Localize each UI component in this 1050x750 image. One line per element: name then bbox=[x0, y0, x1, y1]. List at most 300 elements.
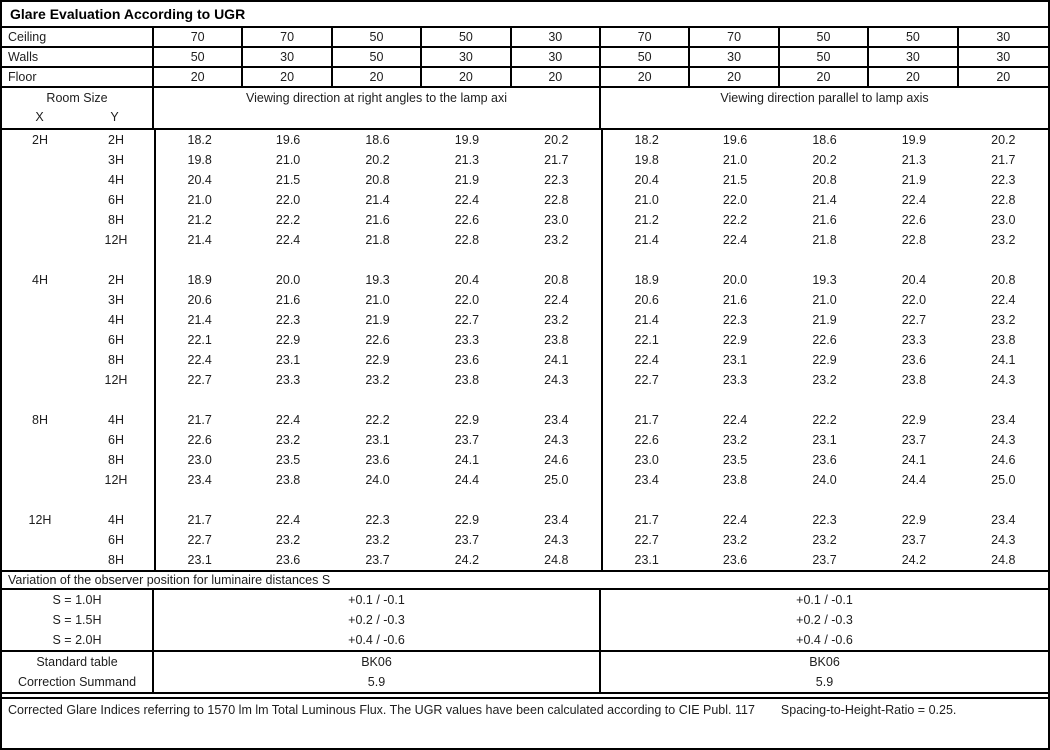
room-y-cell: 3H bbox=[108, 153, 124, 167]
room-x-cell bbox=[2, 230, 78, 250]
surface-value-cell: 30 bbox=[869, 48, 958, 66]
ugr-value-cell: 22.6 bbox=[365, 333, 390, 347]
room-x-cell bbox=[2, 530, 78, 550]
room-y-cell: 12H bbox=[104, 473, 128, 487]
ugr-value-cell: 21.7 bbox=[601, 410, 690, 430]
ugr-value-cell: 22.8 bbox=[454, 233, 480, 247]
ugr-value-cell: 21.2 bbox=[601, 210, 690, 230]
ugr-value-cell: 23.4 bbox=[544, 513, 569, 527]
ugr-value-cell: 22.4 bbox=[544, 293, 569, 307]
x-axis-label: X bbox=[35, 110, 44, 124]
ugr-value-cell: 21.9 bbox=[454, 173, 480, 187]
ugr-value-cell: 21.0 bbox=[275, 153, 301, 167]
room-y-cell: 12H bbox=[104, 373, 128, 387]
ugr-row bbox=[2, 530, 1048, 550]
ugr-value-cell: 22.6 bbox=[454, 213, 480, 227]
ugr-value-cell: 21.5 bbox=[722, 173, 748, 187]
variation-value-right: +0.1 / -0.1 bbox=[796, 593, 853, 607]
ugr-value-cell: 24.3 bbox=[991, 533, 1016, 547]
ugr-value-cell: 23.0 bbox=[154, 450, 243, 470]
ugr-value-cell: 21.7 bbox=[154, 510, 243, 530]
surface-value-cell: 20 bbox=[512, 68, 601, 86]
room-y-cell: 3H bbox=[108, 293, 124, 307]
ugr-value-cell bbox=[601, 390, 690, 410]
ugr-value-cell: 21.7 bbox=[544, 153, 569, 167]
ugr-value-cell: 18.2 bbox=[601, 130, 690, 150]
ugr-value-cell: 22.4 bbox=[275, 513, 301, 527]
ugr-row bbox=[2, 370, 1048, 390]
ugr-row bbox=[2, 390, 1048, 410]
ugr-value-cell: 24.3 bbox=[991, 373, 1016, 387]
surface-label: Walls bbox=[2, 48, 154, 66]
ugr-value-cell: 23.7 bbox=[812, 553, 837, 567]
ugr-value-cell bbox=[869, 390, 958, 410]
ugr-value-cell: 24.2 bbox=[454, 553, 480, 567]
room-x-cell bbox=[2, 290, 78, 310]
ugr-value-cell: 22.3 bbox=[991, 173, 1016, 187]
ugr-value-cell: 18.9 bbox=[154, 270, 243, 290]
surface-value-cell: 30 bbox=[996, 50, 1011, 64]
ugr-value-cell bbox=[422, 250, 511, 270]
ugr-value-cell: 24.1 bbox=[901, 453, 927, 467]
surface-label: Ceiling bbox=[2, 28, 154, 46]
ugr-value-cell: 24.3 bbox=[544, 533, 569, 547]
ugr-value-cell: 20.8 bbox=[544, 273, 569, 287]
ugr-row bbox=[2, 450, 1048, 470]
ugr-value-cell: 19.6 bbox=[722, 133, 748, 147]
room-y-cell: 4H bbox=[108, 313, 124, 327]
ugr-value-cell: 24.0 bbox=[365, 473, 390, 487]
ugr-value-cell: 23.1 bbox=[365, 433, 390, 447]
ugr-value-cell bbox=[333, 490, 422, 510]
variation-value-left: +0.2 / -0.3 bbox=[154, 610, 601, 630]
ugr-value-cell: 23.0 bbox=[544, 213, 569, 227]
ugr-value-cell: 22.4 bbox=[275, 413, 301, 427]
ugr-value-cell: 21.9 bbox=[812, 313, 837, 327]
ugr-value-cell: 22.9 bbox=[365, 353, 390, 367]
room-y-cell: 4H bbox=[108, 173, 124, 187]
ugr-value-cell: 23.7 bbox=[901, 533, 927, 547]
ugr-value-cell: 23.4 bbox=[601, 470, 690, 490]
ugr-value-cell: 22.0 bbox=[454, 293, 480, 307]
ugr-value-cell: 18.6 bbox=[365, 133, 390, 147]
surface-row bbox=[2, 48, 1048, 68]
ugr-value-cell bbox=[959, 250, 1048, 270]
ugr-value-cell bbox=[512, 490, 601, 510]
surface-value-cell: 20 bbox=[154, 68, 243, 86]
ugr-value-cell: 22.4 bbox=[275, 233, 301, 247]
ugr-value-cell: 22.0 bbox=[901, 293, 927, 307]
ugr-value-cell bbox=[243, 390, 332, 410]
variation-section-title: Variation of the observer position for luminaire distances S bbox=[2, 570, 1048, 590]
ugr-value-cell: 22.3 bbox=[722, 313, 748, 327]
ugr-value-cell: 24.1 bbox=[544, 353, 569, 367]
ugr-value-cell: 20.8 bbox=[812, 173, 837, 187]
ugr-value-cell: 23.8 bbox=[901, 373, 927, 387]
ugr-values-body bbox=[2, 130, 1048, 570]
room-y-cell: 4H bbox=[108, 513, 124, 527]
surface-value-cell: 30 bbox=[422, 48, 511, 66]
ugr-value-cell: 18.6 bbox=[812, 133, 837, 147]
ugr-value-cell: 21.4 bbox=[154, 230, 243, 250]
room-x-cell: 4H bbox=[32, 273, 48, 287]
surface-value-cell: 30 bbox=[512, 48, 601, 66]
room-y-cell: 2H bbox=[108, 133, 124, 147]
room-x-cell: 8H bbox=[32, 413, 48, 427]
surface-value-cell: 50 bbox=[154, 48, 243, 66]
ugr-value-cell: 19.9 bbox=[454, 133, 480, 147]
ugr-value-cell: 23.1 bbox=[722, 353, 748, 367]
ugr-value-cell: 22.9 bbox=[901, 513, 927, 527]
room-size-label: Room Size bbox=[46, 91, 108, 105]
ugr-value-cell: 22.6 bbox=[812, 333, 837, 347]
ugr-value-cell: 23.2 bbox=[365, 533, 390, 547]
page-title: Glare Evaluation According to UGR bbox=[2, 2, 1048, 28]
ugr-value-cell: 23.3 bbox=[454, 333, 480, 347]
ugr-value-cell: 22.3 bbox=[365, 513, 390, 527]
ugr-value-cell: 24.0 bbox=[812, 473, 837, 487]
variation-row bbox=[2, 630, 1048, 650]
ugr-value-cell: 21.4 bbox=[601, 230, 690, 250]
room-y-cell bbox=[78, 490, 154, 510]
ugr-value-cell: 21.4 bbox=[601, 310, 690, 330]
ugr-value-cell: 23.2 bbox=[722, 533, 748, 547]
ugr-value-cell: 19.8 bbox=[154, 150, 243, 170]
ugr-value-cell: 21.4 bbox=[154, 310, 243, 330]
ugr-value-cell bbox=[512, 250, 601, 270]
y-axis-label: Y bbox=[110, 110, 119, 124]
summary-row bbox=[2, 672, 1048, 692]
ugr-value-cell bbox=[601, 250, 690, 270]
ugr-value-cell: 22.3 bbox=[275, 313, 301, 327]
ugr-value-cell: 22.7 bbox=[154, 530, 243, 550]
ugr-row bbox=[2, 210, 1048, 230]
summary-value-right: 5.9 bbox=[815, 675, 834, 689]
ugr-value-cell: 18.2 bbox=[154, 130, 243, 150]
surface-value-cell: 70 bbox=[690, 28, 779, 46]
ugr-value-cell: 19.8 bbox=[601, 150, 690, 170]
room-size-header bbox=[2, 88, 154, 128]
ugr-value-cell bbox=[869, 490, 958, 510]
surface-value-cell: 20 bbox=[996, 70, 1011, 84]
surface-value-cell: 50 bbox=[333, 28, 422, 46]
ugr-value-cell bbox=[422, 390, 511, 410]
ugr-row bbox=[2, 170, 1048, 190]
ugr-value-cell bbox=[154, 490, 243, 510]
ugr-value-cell: 24.8 bbox=[544, 553, 569, 567]
room-x-cell bbox=[2, 170, 78, 190]
room-x-cell bbox=[2, 150, 78, 170]
room-y-cell bbox=[78, 250, 154, 270]
ugr-value-cell: 23.2 bbox=[722, 433, 748, 447]
ugr-value-cell: 21.0 bbox=[154, 190, 243, 210]
ugr-value-cell: 22.9 bbox=[722, 333, 748, 347]
room-y-cell: 12H bbox=[104, 233, 128, 247]
ugr-row bbox=[2, 230, 1048, 250]
summary-label: Standard table bbox=[2, 652, 154, 672]
ugr-value-cell: 24.6 bbox=[544, 453, 569, 467]
ugr-value-cell: 21.2 bbox=[154, 210, 243, 230]
room-x-cell bbox=[2, 550, 78, 570]
summary-section bbox=[2, 652, 1048, 694]
room-y-cell: 6H bbox=[108, 333, 124, 347]
surface-value-cell: 20 bbox=[869, 68, 958, 86]
ugr-row bbox=[2, 410, 1048, 430]
room-x-cell bbox=[2, 450, 78, 470]
variation-section bbox=[2, 590, 1048, 652]
summary-value-left: 5.9 bbox=[154, 672, 601, 692]
ugr-value-cell: 21.0 bbox=[722, 153, 748, 167]
ugr-value-cell: 20.4 bbox=[601, 170, 690, 190]
ugr-row bbox=[2, 150, 1048, 170]
room-x-cell bbox=[2, 210, 78, 230]
ugr-row bbox=[2, 490, 1048, 510]
ugr-value-cell: 21.6 bbox=[722, 293, 748, 307]
room-y-cell: 6H bbox=[108, 533, 124, 547]
room-x-cell bbox=[2, 390, 78, 410]
room-x-cell bbox=[2, 310, 78, 330]
ugr-value-cell bbox=[422, 490, 511, 510]
variation-value-left: +0.4 / -0.6 bbox=[154, 630, 601, 650]
ugr-value-cell: 24.4 bbox=[901, 473, 927, 487]
ugr-value-cell: 23.4 bbox=[154, 470, 243, 490]
ugr-row bbox=[2, 190, 1048, 210]
ugr-value-cell: 22.4 bbox=[154, 350, 243, 370]
ugr-value-cell: 22.8 bbox=[544, 193, 569, 207]
ugr-value-cell: 21.6 bbox=[812, 213, 837, 227]
ugr-value-cell: 21.6 bbox=[275, 293, 301, 307]
ugr-value-cell: 22.8 bbox=[991, 193, 1016, 207]
ugr-value-cell: 22.2 bbox=[365, 413, 390, 427]
ugr-value-cell: 23.2 bbox=[544, 313, 569, 327]
ugr-value-cell: 20.8 bbox=[991, 273, 1016, 287]
ugr-value-cell: 20.0 bbox=[275, 273, 301, 287]
ugr-value-cell: 23.7 bbox=[365, 553, 390, 567]
ugr-row bbox=[2, 130, 1048, 150]
ugr-value-cell bbox=[333, 250, 422, 270]
ugr-value-cell: 22.0 bbox=[275, 193, 301, 207]
ugr-value-cell: 22.4 bbox=[601, 350, 690, 370]
ugr-value-cell: 23.1 bbox=[601, 550, 690, 570]
ugr-row bbox=[2, 510, 1048, 530]
ugr-value-cell: 22.9 bbox=[901, 413, 927, 427]
ugr-value-cell: 22.2 bbox=[275, 213, 301, 227]
ugr-value-cell: 22.7 bbox=[901, 313, 927, 327]
ugr-value-cell: 21.6 bbox=[365, 213, 390, 227]
ugr-value-cell: 23.2 bbox=[991, 313, 1016, 327]
ugr-value-cell: 22.2 bbox=[812, 413, 837, 427]
ugr-row bbox=[2, 330, 1048, 350]
ugr-value-cell: 23.8 bbox=[544, 333, 569, 347]
ugr-row bbox=[2, 350, 1048, 370]
surface-value-cell: 30 bbox=[690, 48, 779, 66]
ugr-value-cell: 23.6 bbox=[812, 453, 837, 467]
surface-value-cell: 20 bbox=[601, 68, 690, 86]
ugr-value-cell bbox=[959, 390, 1048, 410]
ugr-value-cell: 25.0 bbox=[544, 473, 569, 487]
ugr-row bbox=[2, 550, 1048, 570]
surface-row bbox=[2, 68, 1048, 88]
room-x-cell: 2H bbox=[32, 133, 48, 147]
room-x-cell bbox=[2, 430, 78, 450]
variation-label: S = 1.5H bbox=[2, 610, 154, 630]
ugr-value-cell: 21.0 bbox=[812, 293, 837, 307]
ugr-value-cell bbox=[690, 250, 779, 270]
variation-value-right: +0.2 / -0.3 bbox=[796, 613, 853, 627]
room-x-cell bbox=[2, 370, 78, 390]
ugr-value-cell: 21.7 bbox=[601, 510, 690, 530]
ugr-value-cell: 20.6 bbox=[154, 290, 243, 310]
ugr-value-cell: 25.0 bbox=[991, 473, 1016, 487]
ugr-value-cell: 20.8 bbox=[365, 173, 390, 187]
ugr-value-cell: 23.2 bbox=[365, 373, 390, 387]
ugr-value-cell: 23.7 bbox=[454, 533, 480, 547]
ugr-value-cell bbox=[601, 490, 690, 510]
ugr-value-cell bbox=[959, 490, 1048, 510]
ugr-row bbox=[2, 250, 1048, 270]
ugr-value-cell: 22.4 bbox=[901, 193, 927, 207]
ugr-value-cell: 22.6 bbox=[601, 430, 690, 450]
ugr-value-cell bbox=[690, 490, 779, 510]
ugr-value-cell: 20.0 bbox=[722, 273, 748, 287]
ugr-value-cell: 19.6 bbox=[275, 133, 301, 147]
ugr-value-cell: 23.2 bbox=[544, 233, 569, 247]
viewing-direction-right-angles-header: Viewing direction at right angles to the lamp axi bbox=[154, 88, 601, 128]
ugr-value-cell: 23.4 bbox=[991, 413, 1016, 427]
surface-value-cell: 70 bbox=[154, 28, 243, 46]
room-x-cell bbox=[2, 330, 78, 350]
ugr-value-cell bbox=[780, 250, 869, 270]
ugr-value-cell bbox=[154, 390, 243, 410]
room-y-cell: 8H bbox=[108, 453, 124, 467]
ugr-value-cell: 22.0 bbox=[722, 193, 748, 207]
ugr-value-cell: 21.8 bbox=[365, 233, 390, 247]
surface-label: Floor bbox=[2, 68, 154, 86]
surface-value-cell: 50 bbox=[780, 28, 869, 46]
room-x-cell bbox=[2, 490, 78, 510]
surface-value-cell: 30 bbox=[512, 28, 601, 46]
ugr-value-cell: 23.6 bbox=[901, 353, 927, 367]
ugr-value-cell: 23.2 bbox=[812, 533, 837, 547]
ugr-value-cell: 22.4 bbox=[722, 513, 748, 527]
ugr-value-cell: 24.4 bbox=[454, 473, 480, 487]
ugr-value-cell: 22.8 bbox=[901, 233, 927, 247]
ugr-value-cell: 22.9 bbox=[454, 413, 480, 427]
ugr-value-cell: 23.2 bbox=[991, 233, 1016, 247]
surface-value-cell: 50 bbox=[422, 28, 511, 46]
ugr-value-cell: 23.5 bbox=[275, 453, 301, 467]
footer-text-main: Corrected Glare Indices referring to 1570 lm lm Total Luminous Flux. The UGR values have been calculated according to CIE Publ. 117 bbox=[8, 703, 755, 717]
ugr-value-cell: 23.1 bbox=[812, 433, 837, 447]
ugr-value-cell: 23.3 bbox=[901, 333, 927, 347]
ugr-value-cell bbox=[243, 490, 332, 510]
ugr-value-cell: 23.2 bbox=[275, 533, 301, 547]
room-y-cell: 8H bbox=[108, 553, 124, 567]
surface-value-cell: 50 bbox=[333, 48, 422, 66]
ugr-value-cell: 22.3 bbox=[812, 513, 837, 527]
ugr-value-cell bbox=[512, 390, 601, 410]
ugr-value-cell: 19.3 bbox=[365, 273, 390, 287]
ugr-value-cell: 23.6 bbox=[722, 553, 748, 567]
room-x-cell bbox=[2, 190, 78, 210]
room-size-axes bbox=[2, 108, 152, 127]
ugr-value-cell: 18.9 bbox=[601, 270, 690, 290]
ugr-value-cell: 22.9 bbox=[454, 513, 480, 527]
surface-value-cell: 20 bbox=[690, 68, 779, 86]
ugr-value-cell: 22.9 bbox=[275, 333, 301, 347]
ugr-row bbox=[2, 470, 1048, 490]
ugr-value-cell bbox=[690, 390, 779, 410]
ugr-value-cell: 23.7 bbox=[454, 433, 480, 447]
ugr-value-cell: 24.1 bbox=[454, 453, 480, 467]
ugr-value-cell: 23.8 bbox=[275, 473, 301, 487]
ugr-value-cell: 22.4 bbox=[991, 293, 1016, 307]
surface-value-cell: 70 bbox=[601, 28, 690, 46]
ugr-row bbox=[2, 270, 1048, 290]
ugr-value-cell: 22.3 bbox=[544, 173, 569, 187]
surface-value-cell: 20 bbox=[243, 68, 332, 86]
ugr-value-cell: 22.4 bbox=[722, 413, 748, 427]
ugr-value-cell: 22.7 bbox=[601, 530, 690, 550]
ugr-value-cell: 19.3 bbox=[812, 273, 837, 287]
ugr-value-cell: 21.4 bbox=[812, 193, 837, 207]
room-y-cell bbox=[78, 390, 154, 410]
room-y-cell: 4H bbox=[108, 413, 124, 427]
ugr-value-cell: 20.4 bbox=[154, 170, 243, 190]
room-y-cell: 8H bbox=[108, 353, 124, 367]
ugr-value-cell: 22.1 bbox=[601, 330, 690, 350]
ugr-row bbox=[2, 310, 1048, 330]
ugr-value-cell: 20.4 bbox=[901, 273, 927, 287]
ugr-value-cell: 24.2 bbox=[901, 553, 927, 567]
surface-value-cell: 20 bbox=[780, 68, 869, 86]
viewing-direction-parallel-header: Viewing direction parallel to lamp axis bbox=[720, 91, 929, 105]
column-header-row bbox=[2, 88, 1048, 130]
variation-row bbox=[2, 610, 1048, 630]
ugr-value-cell bbox=[869, 250, 958, 270]
ugr-value-cell: 23.1 bbox=[275, 353, 301, 367]
ugr-value-cell: 23.2 bbox=[812, 373, 837, 387]
ugr-value-cell: 24.8 bbox=[991, 553, 1016, 567]
ugr-value-cell: 22.4 bbox=[454, 193, 480, 207]
ugr-value-cell: 23.8 bbox=[454, 373, 480, 387]
ugr-value-cell: 23.0 bbox=[991, 213, 1016, 227]
ugr-value-cell: 23.4 bbox=[991, 513, 1016, 527]
ugr-value-cell: 23.4 bbox=[544, 413, 569, 427]
room-x-cell bbox=[2, 470, 78, 490]
ugr-value-cell bbox=[154, 250, 243, 270]
ugr-value-cell: 19.9 bbox=[901, 133, 927, 147]
room-x-cell bbox=[2, 350, 78, 370]
ugr-value-cell: 23.3 bbox=[275, 373, 301, 387]
ugr-value-cell: 23.1 bbox=[154, 550, 243, 570]
ugr-value-cell bbox=[780, 390, 869, 410]
ugr-value-cell: 23.3 bbox=[722, 373, 748, 387]
ugr-value-cell: 23.6 bbox=[454, 353, 480, 367]
ugr-value-cell: 22.6 bbox=[154, 430, 243, 450]
surface-row bbox=[2, 28, 1048, 48]
surface-value-cell: 20 bbox=[333, 68, 422, 86]
surface-reflectance-section bbox=[2, 28, 1048, 88]
ugr-value-cell: 21.3 bbox=[454, 153, 480, 167]
surface-value-cell: 50 bbox=[869, 28, 958, 46]
ugr-value-cell: 22.7 bbox=[154, 370, 243, 390]
ugr-value-cell: 21.7 bbox=[154, 410, 243, 430]
variation-row bbox=[2, 590, 1048, 610]
ugr-value-cell: 21.5 bbox=[275, 173, 301, 187]
variation-label: S = 1.0H bbox=[2, 590, 154, 610]
ugr-value-cell: 20.2 bbox=[544, 133, 569, 147]
